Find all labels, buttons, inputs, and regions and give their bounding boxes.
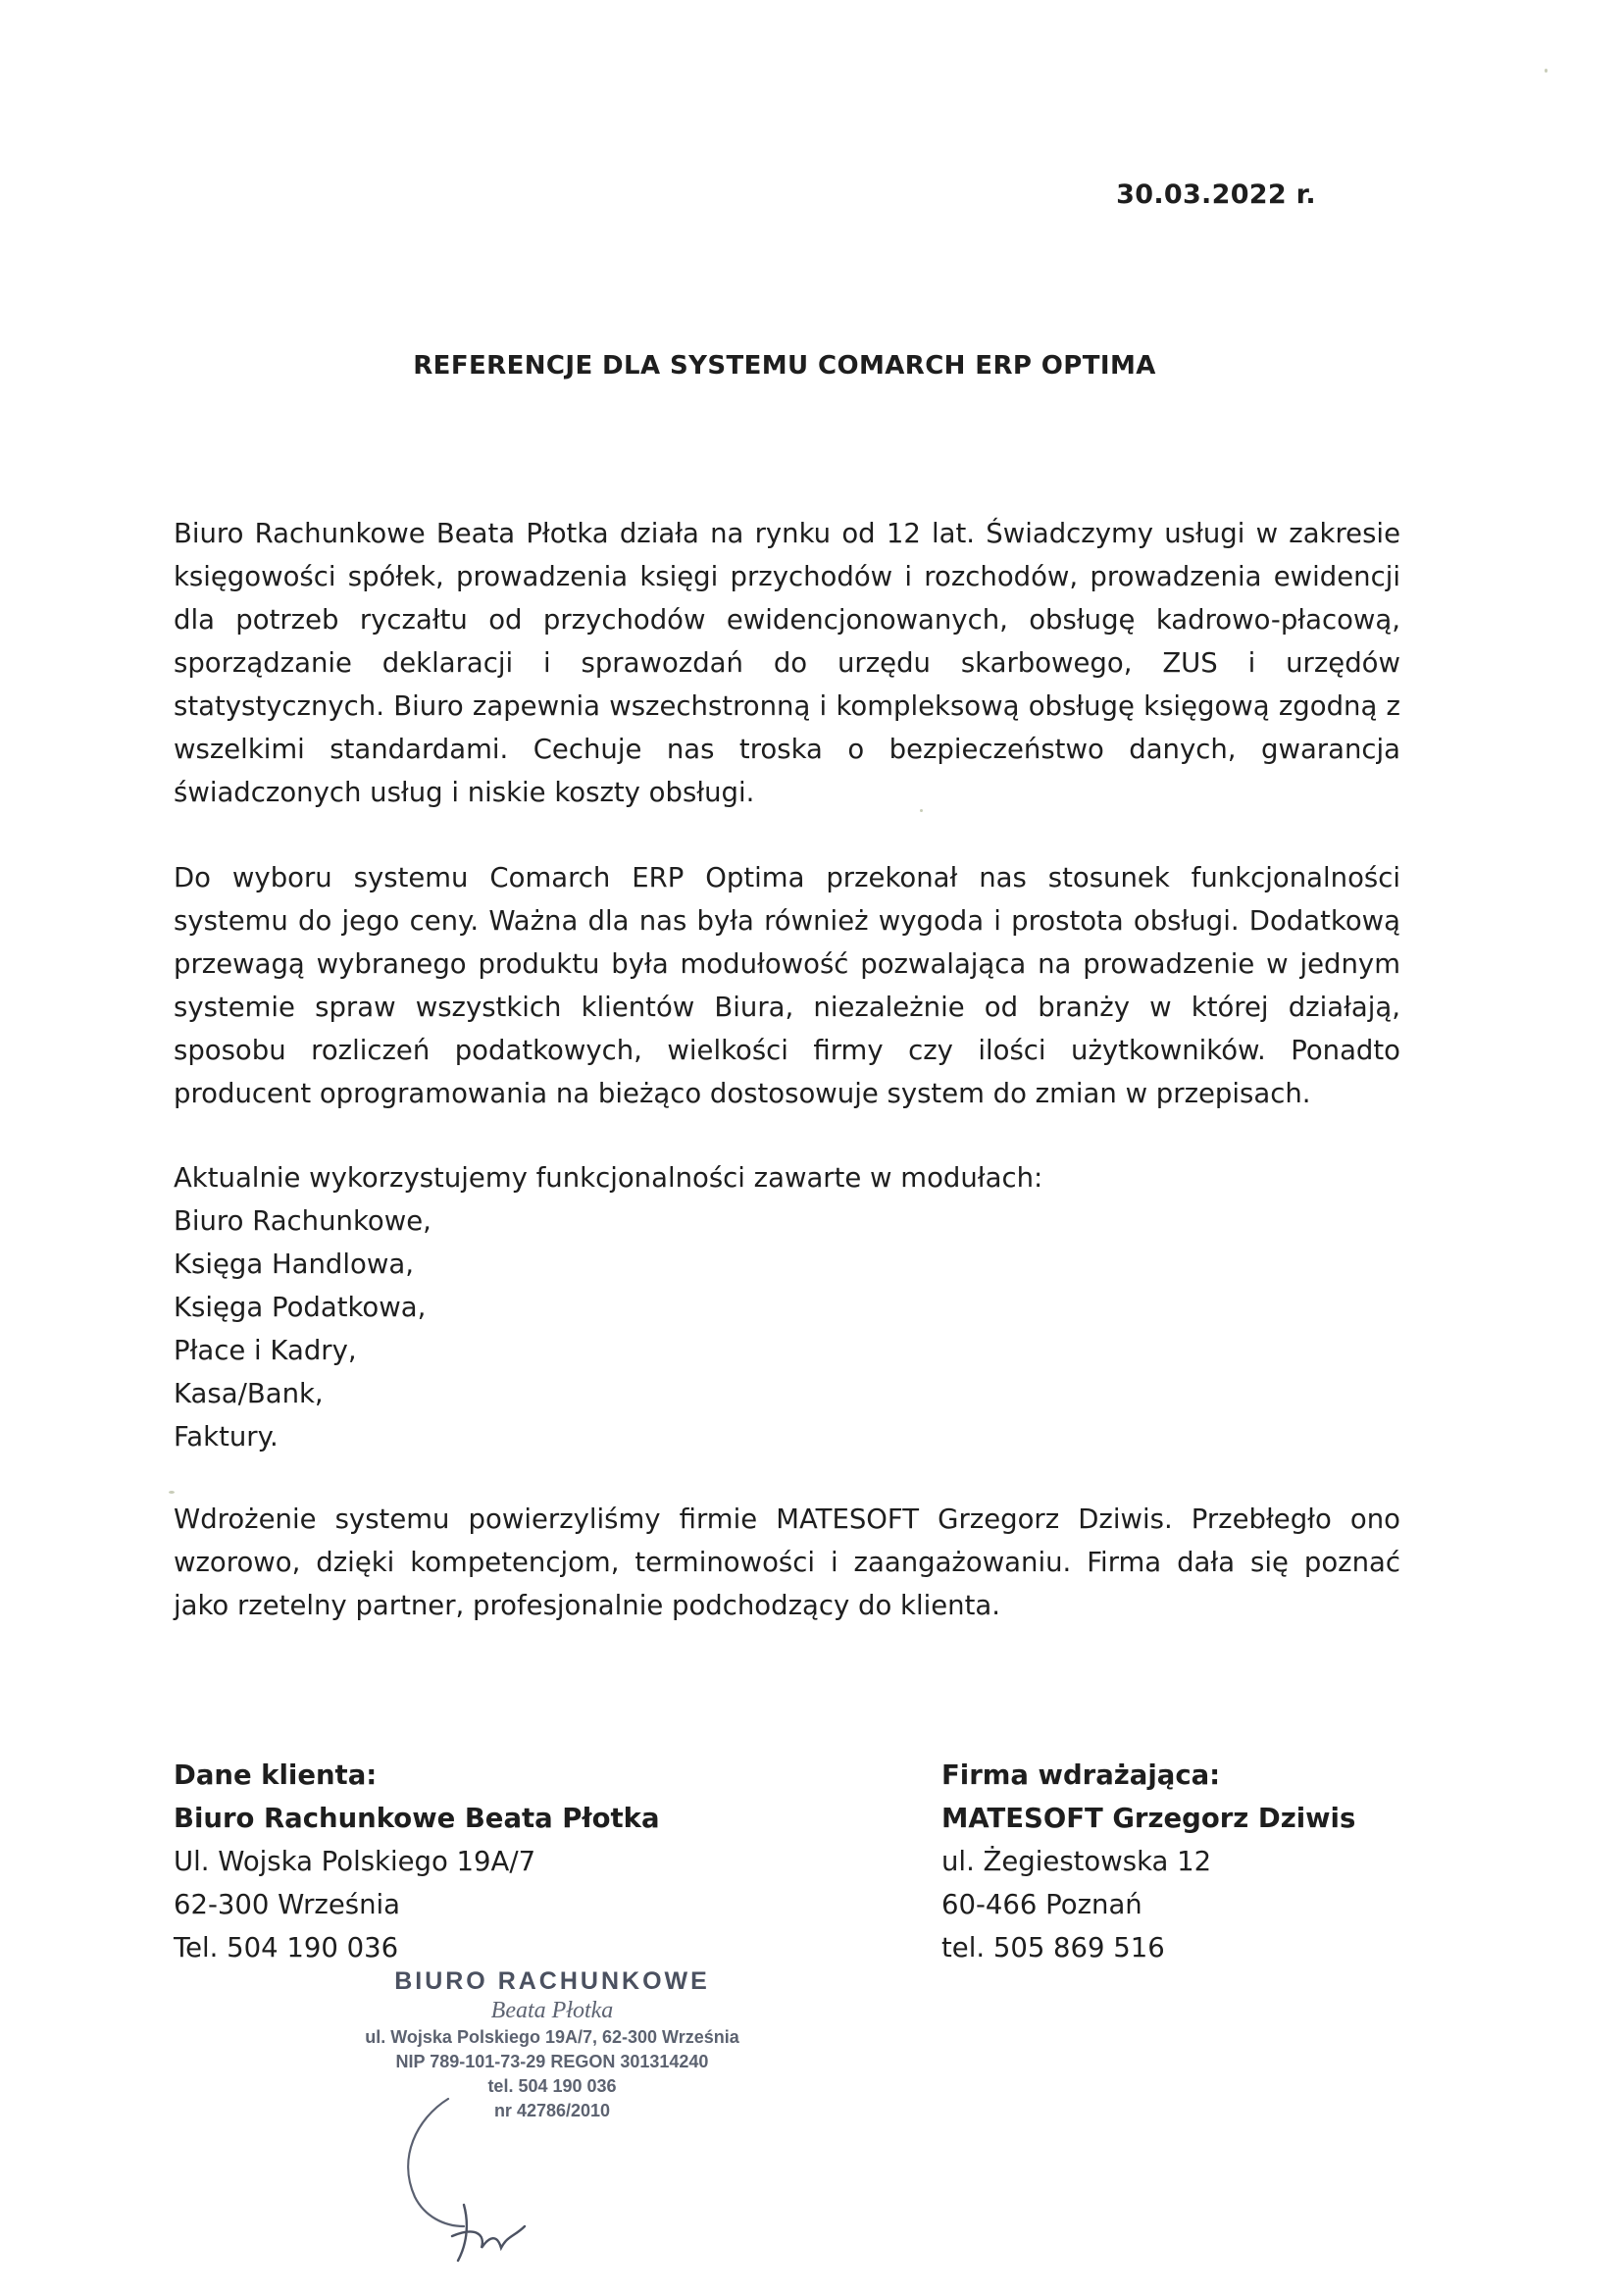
module-item: Biuro Rachunkowe, (174, 1205, 431, 1237)
implementer-heading: Firma wdrażająca: (941, 1759, 1221, 1791)
implementer-details (941, 1754, 1355, 1969)
paragraph-system-choice: Do wyboru systemu Comarch ERP Optima przekonał nas stosunek funkcjonalności systemu do jego ceny. Ważna dla nas była również wygoda i prostota obsługi. Dodatkową przewagą wybranego produktu była modułowość pozwalająca na prowadzenie w jednym systemie spraw wszystkich klientów Biura, niezależnie od branży w której działają, sposobu rozliczeń podatkowych, wielkości firmy czy ilości użytkowników. Ponadto producent oprogramowania na bieżąco dostosowuje system do zmian w przepisach. (174, 862, 1400, 1109)
modules-intro: Aktualnie wykorzystujemy funkcjonalności zawarte w modułach: (174, 1162, 1043, 1194)
module-item: Faktury. (174, 1421, 279, 1453)
client-city: 62-300 Września (174, 1889, 401, 1920)
scan-speck (169, 1491, 175, 1494)
stamp-reg: nr 42786/2010 (493, 2101, 611, 2120)
client-name: Biuro Rachunkowe Beata Płotka (174, 1803, 660, 1834)
stamp-phone: tel. 504 190 036 (487, 2076, 617, 2096)
module-item: Księga Podatkowa, (174, 1292, 427, 1323)
stamp-ids: NIP 789-101-73-29 REGON 301314240 (395, 2052, 709, 2071)
implementer-phone: tel. 505 869 516 (941, 1932, 1165, 1963)
stamp-name: Beata Płotka (490, 1998, 614, 2023)
stamp-head: BIURO RACHUNKOWE (394, 1967, 710, 1995)
stamp-address: ul. Wojska Polskiego 19A/7, 62-300 Września (365, 2027, 739, 2047)
paragraph-implementation: Wdrożenie systemu powierzyliśmy firmie MATESOFT Grzegorz Dziwis. Przebłegło ono wzorowo, dzięki kompetencjom, terminowości i zaangażowaniu. Firma dała się poznać jako rzetelny partner, profesjonalnie podchodzący do klienta. (174, 1504, 1400, 1621)
paragraph-about-office: Biuro Rachunkowe Beata Płotka działa na rynku od 12 lat. Świadczymy usługi w zakresie księgowości spółek, prowadzenia księgi przychodów i rozchodów, prowadzenia ewidencji dla potrzeb ryczałtu od przychodów ewidencjonowanych, obsługę kadrowo-płacową, sporządzanie deklaracji i sprawozdań do urzędu skarbowego, ZUS i urzędów statystycznych. Biuro zapewnia wszechstronną i kompleksową obsługę księgową zgodną z wszelkimi standardami. Cechuje nas troska o bezpieczeństwo danych, gwarancja świadczonych usług i niskie koszty obsługi. (174, 518, 1400, 808)
module-item: Księga Handlowa, (174, 1249, 414, 1280)
scan-speck (920, 809, 923, 812)
implementer-name: MATESOFT Grzegorz Dziwis (941, 1803, 1356, 1834)
modules-list (174, 1199, 1400, 1458)
client-heading: Dane klienta: (174, 1759, 378, 1791)
scan-speck (1545, 69, 1548, 73)
letter-title: REFERENCJE DLA SYSTEMU COMARCH ERP OPTIMA (413, 351, 1156, 381)
implementer-street: ul. Żegiestowska 12 (941, 1846, 1212, 1877)
client-street: Ul. Wojska Polskiego 19A/7 (174, 1846, 536, 1877)
letter-date: 30.03.2022 r. (1116, 179, 1316, 210)
implementer-city: 60-466 Poznań (941, 1889, 1142, 1920)
module-item: Płace i Kadry, (174, 1335, 357, 1366)
module-item: Kasa/Bank, (174, 1378, 324, 1409)
client-phone: Tel. 504 190 036 (174, 1932, 399, 1963)
modules-section (174, 1156, 1400, 1458)
client-details (174, 1754, 660, 1969)
handwritten-signature (387, 2079, 613, 2285)
